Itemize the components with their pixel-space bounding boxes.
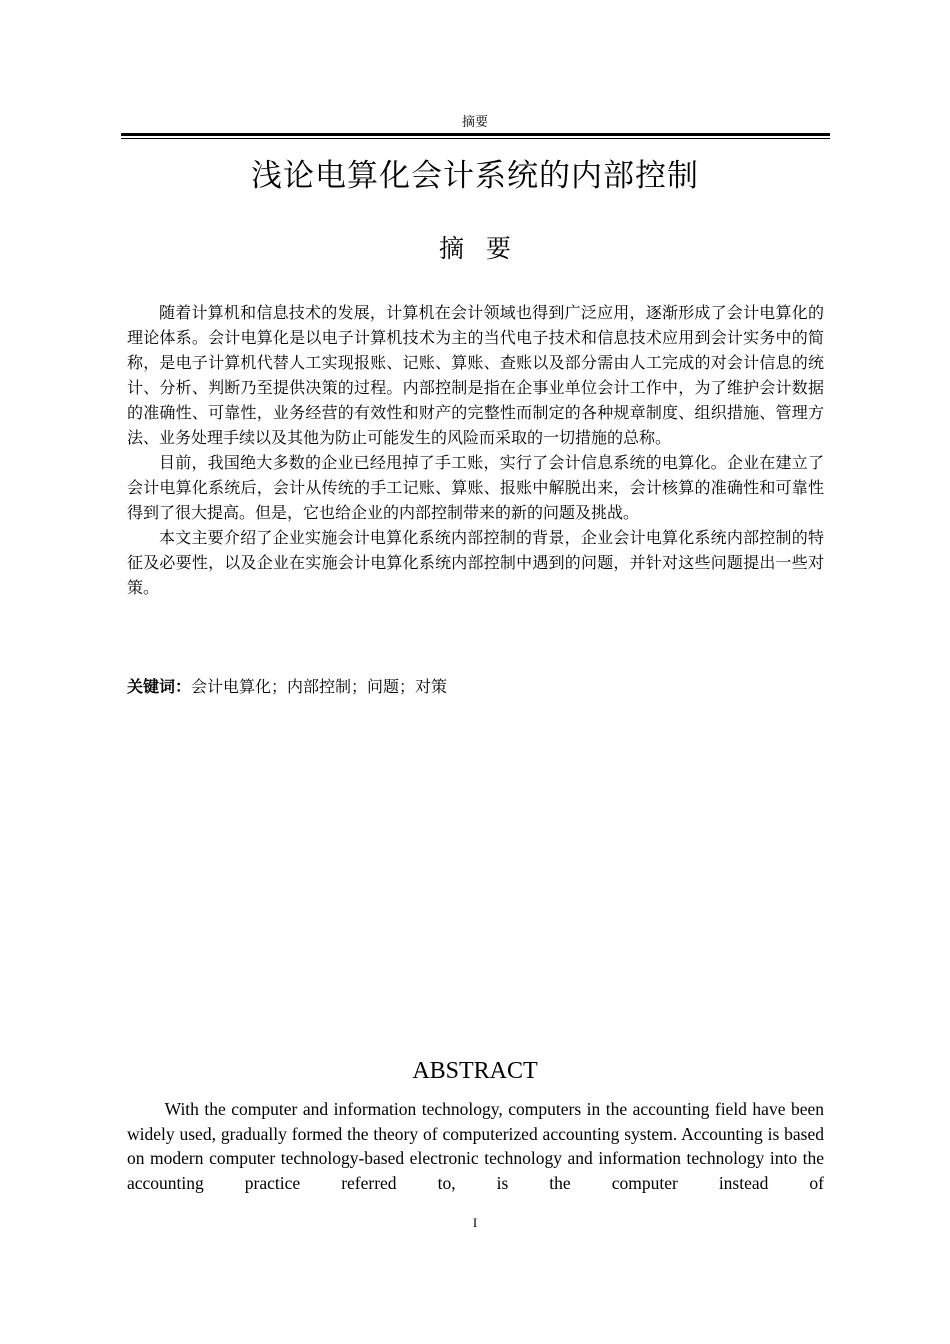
abstract-body-en <box>127 1097 824 1196</box>
running-header: 摘要 <box>461 115 488 130</box>
abstract-paragraph-cn: 目前，我国绝大多数的企业已经甩掉了手工账，实行了会计信息系统的电算化。企业在建立了会计电算化系统后，会计从传统的手工记账、算账、报账中解脱出来，会计核算的准确性和可靠性得到了很大提高。但是，它也给企业的内部控制带来的新的问题及挑战。 <box>127 453 824 522</box>
abstract-heading-en: ABSTRACT <box>412 1058 538 1084</box>
keywords-label: 关键词： <box>127 677 192 696</box>
page-number: I <box>472 1215 478 1230</box>
abstract-body-cn <box>127 300 824 600</box>
keywords-line <box>127 674 824 699</box>
keywords-value: 会计电算化；内部控制；问题；对策 <box>191 677 448 696</box>
header-rule-thick <box>121 133 830 136</box>
abstract-paragraph-en: With the computer and information technology, computers in the accounting field have been widely used, gradually formed the theory of computerized accounting system. Accounting is based on modern computer technology-based electronic technology and information technology into the accounting practice referred to, is the computer instead of <box>127 1099 824 1194</box>
header-rule-thin <box>121 138 830 139</box>
abstract-heading-cn: 摘要 <box>438 234 533 263</box>
document-title: 浅论电算化会计系统的内部控制 <box>251 158 699 194</box>
abstract-paragraph-cn: 随着计算机和信息技术的发展，计算机在会计领域也得到广泛应用，逐渐形成了会计电算化的理论体系。会计电算化是以电子计算机技术为主的当代电子技术和信息技术应用到会计实务中的简称，是电子计算机代替人工实现报账、记账、算账、查账以及部分需由人工完成的对会计信息的统计、分析、判断乃至提供决策的过程。内部控制是指在企事业单位会计工作中，为了维护会计数据的准确性、可靠性，业务经营的有效性和财产的完整性而制定的各种规章制度、组织措施、管理方法、业务处理手续以及其他为防止可能发生的风险而采取的一切措施的总称。 <box>127 303 824 447</box>
abstract-paragraph-cn: 本文主要介绍了企业实施会计电算化系统内部控制的背景，企业会计电算化系统内部控制的特征及必要性，以及企业在实施会计电算化系统内部控制中遇到的问题，并针对这些问题提出一些对策。 <box>127 528 824 597</box>
